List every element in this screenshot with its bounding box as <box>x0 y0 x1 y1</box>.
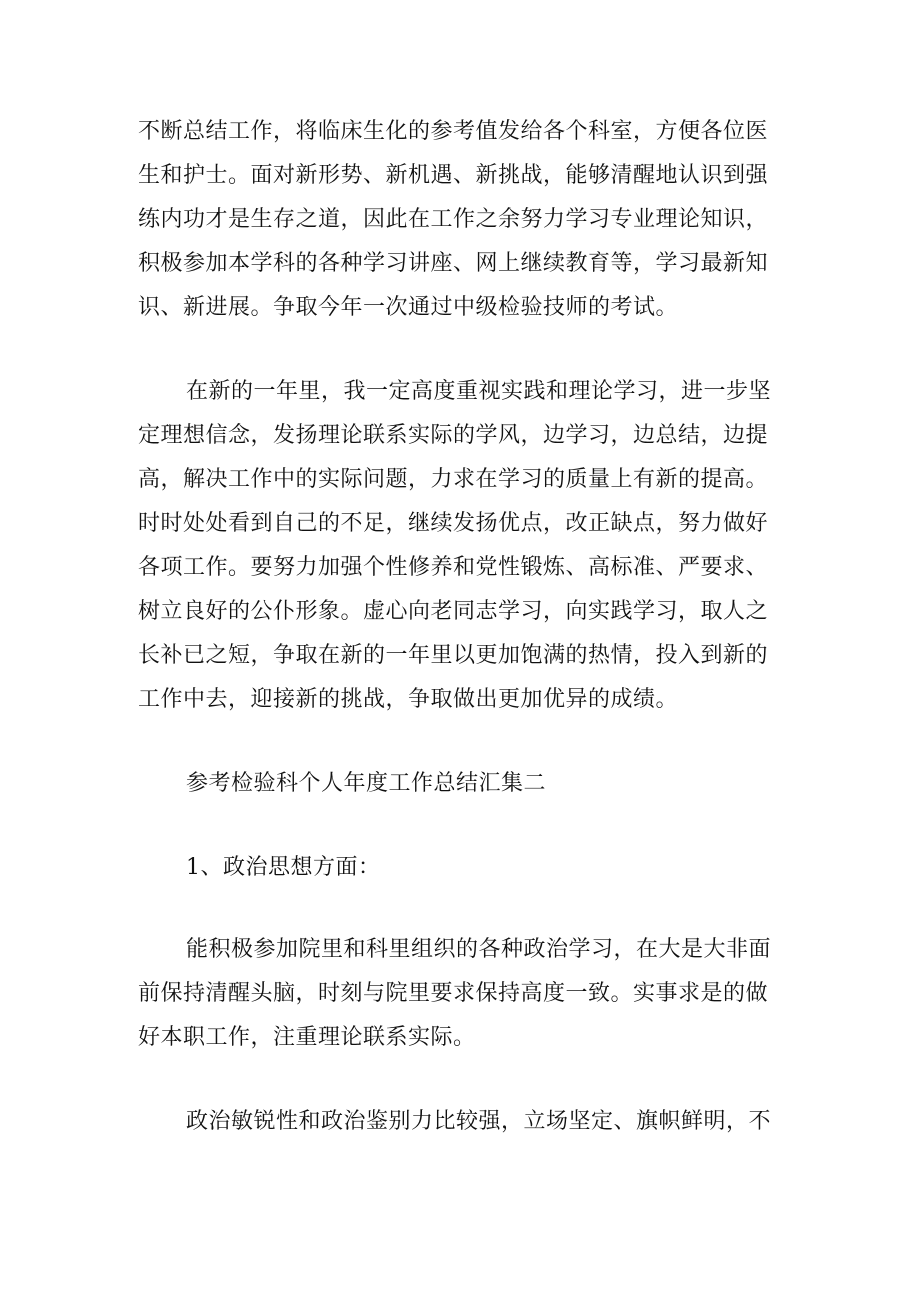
text-line: 生和护士。面对新形势、新机遇、新挑战，能够清醒地认识到强 <box>138 163 769 188</box>
text-line: 工作中去，迎接新的挑战，争取做出更加优异的成绩。 <box>138 687 679 712</box>
text-line: 好本职工作，注重理论联系实际。 <box>138 1025 476 1050</box>
text-line: 高，解决工作中的实际问题，力求在学习的质量上有新的提高。 <box>138 467 769 492</box>
text-line: 定理想信念，发扬理论联系实际的学风，边学习，边总结，边提 <box>138 423 769 448</box>
text-line: 长补已之短，争取在新的一年里以更加饱满的热情，投入到新的 <box>138 643 769 668</box>
heading-text: 参考检验科个人年度工作总结汇集二 <box>186 771 547 796</box>
paragraph-2 <box>138 370 808 722</box>
text-line: 积极参加本学科的各种学习讲座、网上继续教育等，学习最新知 <box>138 251 769 276</box>
text-line: 各项工作。要努力加强个性修养和党性锻炼、高标准、严要求、 <box>138 555 769 580</box>
text-line: 政治敏锐性和政治鉴别力比较强，立场坚定、旗帜鲜明，不 <box>186 1109 772 1134</box>
section-heading <box>138 762 808 806</box>
text-line: 前保持清醒头脑，时刻与院里要求保持高度一致。实事求是的做 <box>138 981 769 1006</box>
text-line: 时时处处看到自己的不足，继续发扬优点，改正缺点，努力做好 <box>138 511 769 536</box>
text-line: 练内功才是生存之道，因此在工作之余努力学习专业理论知识， <box>138 207 769 232</box>
paragraph-3 <box>138 928 808 1060</box>
text-line: 不断总结工作，将临床生化的参考值发给各个科室，方便各位医 <box>138 119 769 144</box>
paragraph-4 <box>138 1100 808 1144</box>
paragraph-1 <box>138 110 808 330</box>
text-line: 在新的一年里，我一定高度重视实践和理论学习，进一步坚 <box>186 379 772 404</box>
text-line: 识、新进展。争取今年一次通过中级检验技师的考试。 <box>138 295 679 320</box>
text-line: 树立良好的公仆形象。虚心向老同志学习，向实践学习，取人之 <box>138 599 769 624</box>
subheading <box>138 846 808 890</box>
text-line: 能积极参加院里和科里组织的各种政治学习，在大是大非面 <box>186 937 772 962</box>
subheading-text: 1、政治思想方面： <box>186 855 381 880</box>
